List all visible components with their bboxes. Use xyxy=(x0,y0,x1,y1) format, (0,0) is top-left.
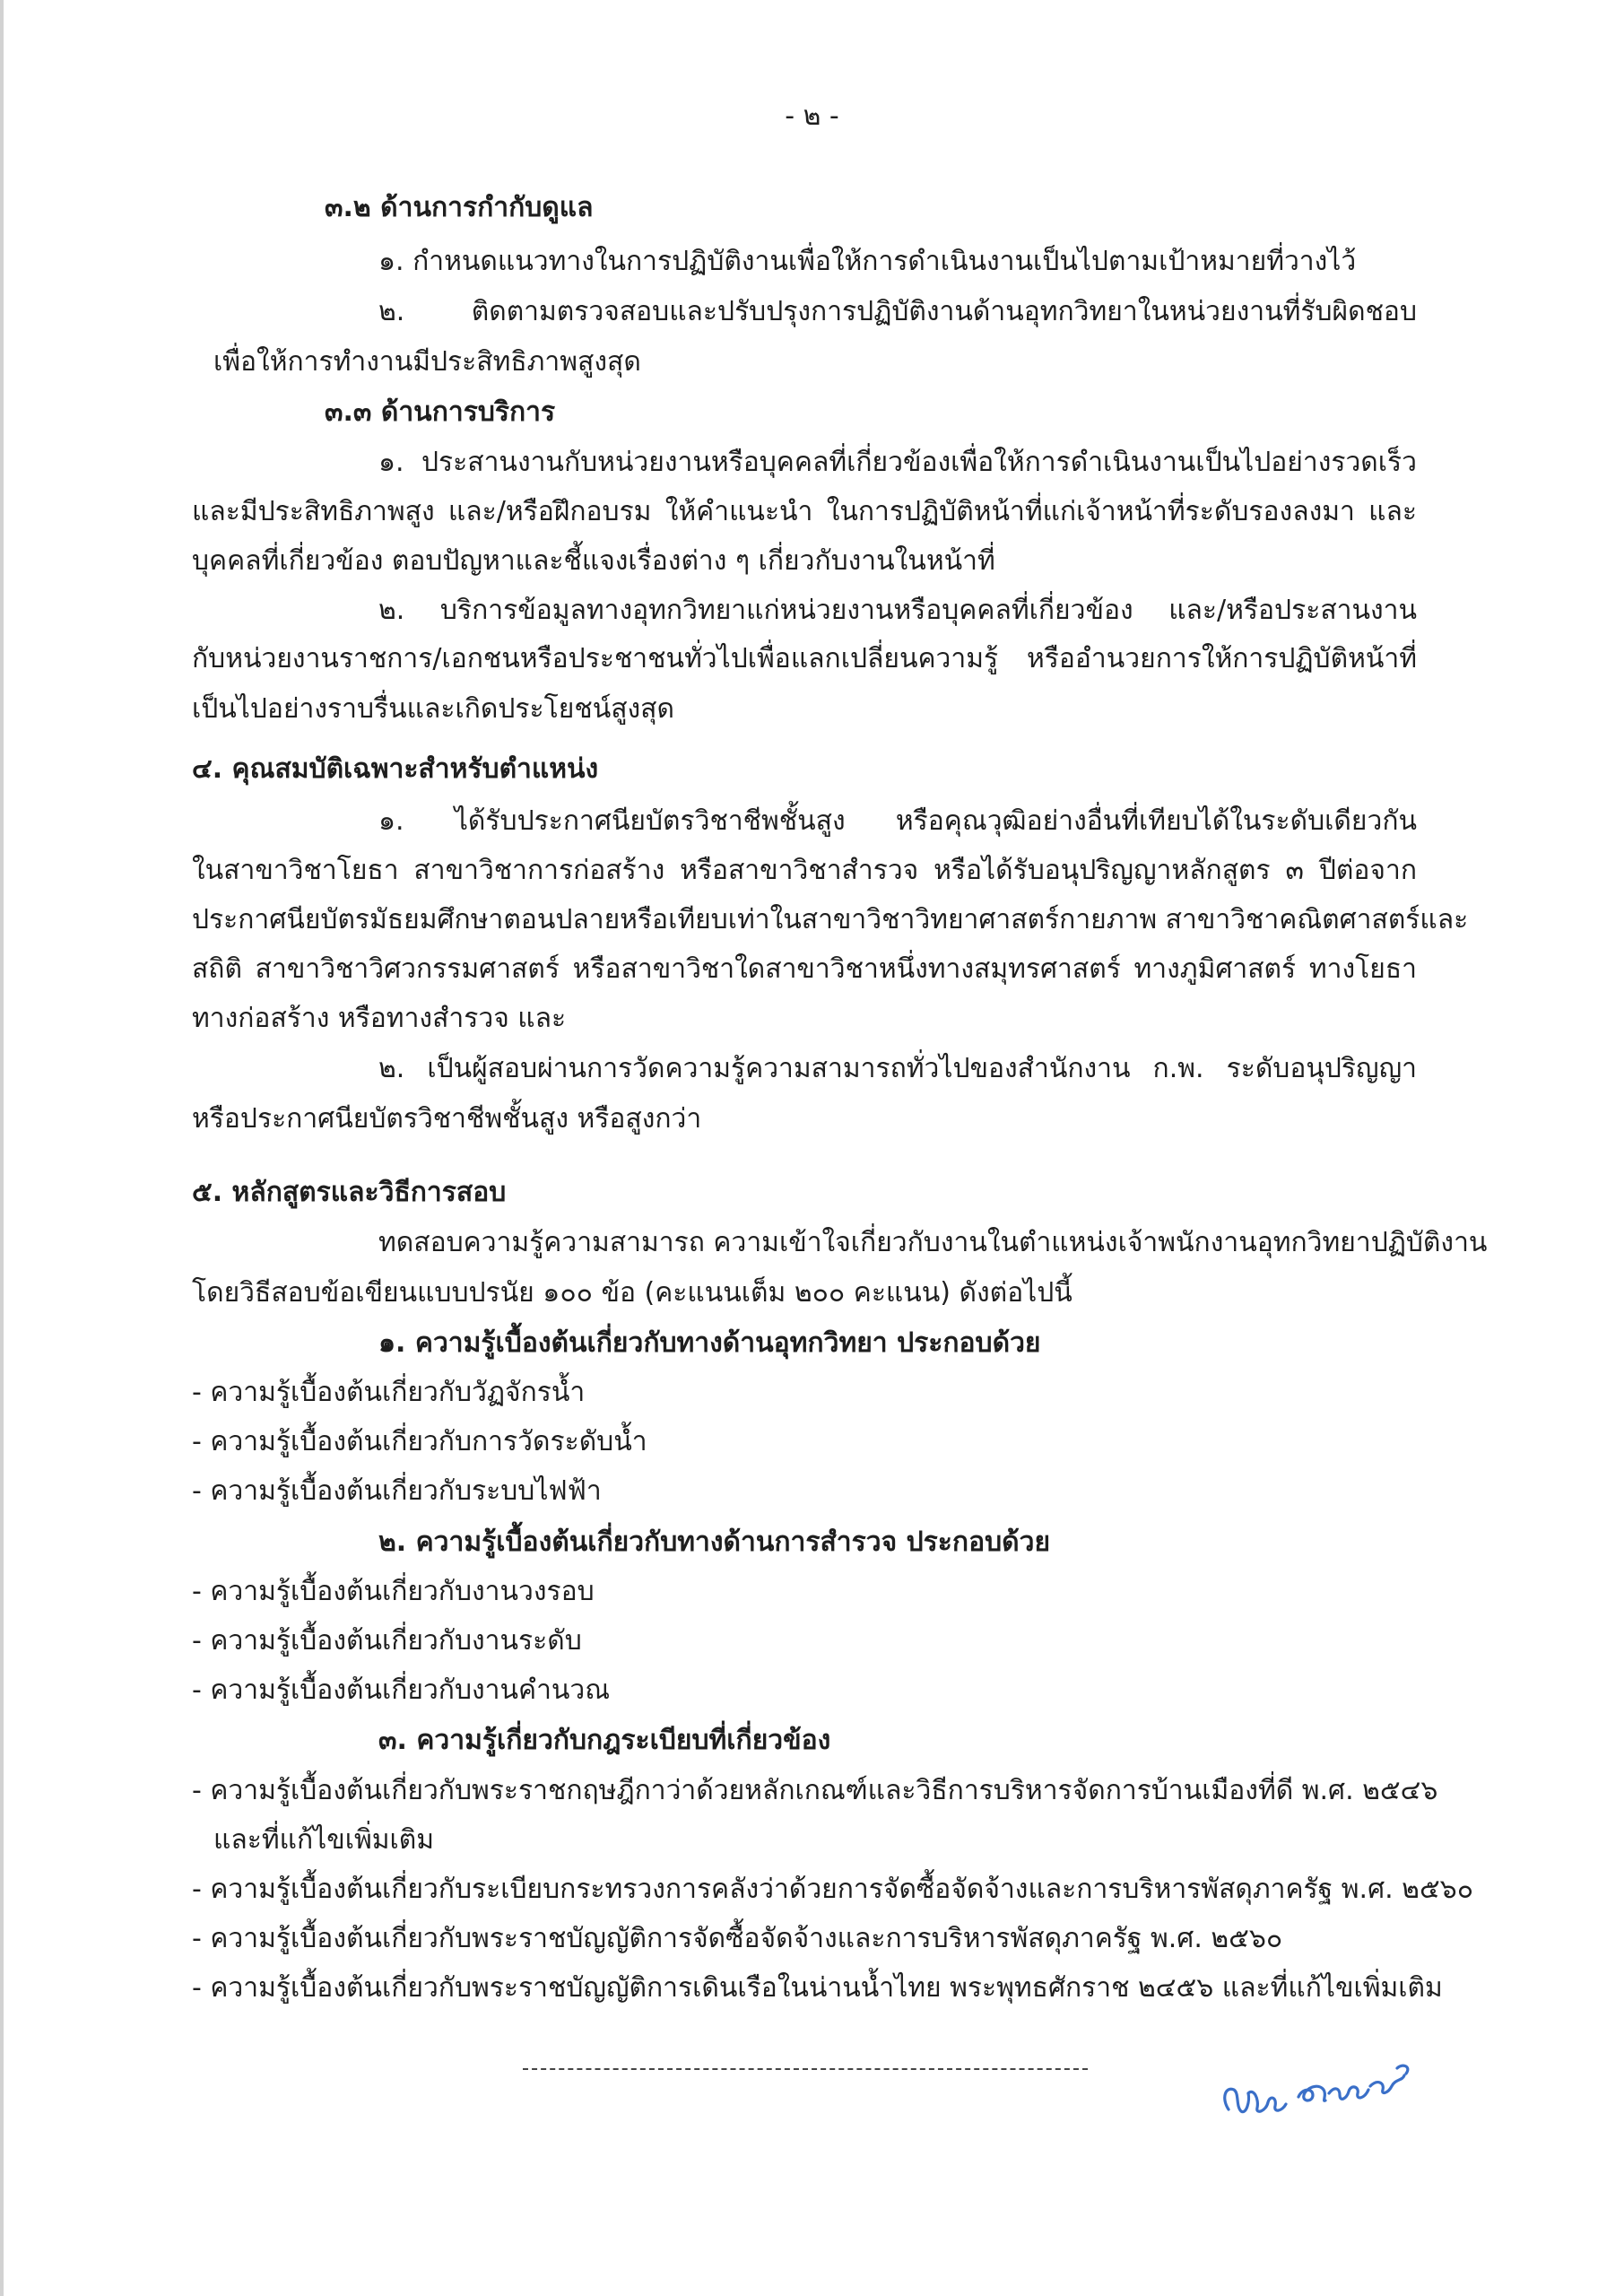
section-4-item-2-line-1: ๒. เป็นผู้สอบผ่านการวัดความรู้ความสามารถทั่วไปของสำนักงาน ก.พ. ระดับอนุปริญญา xyxy=(378,1053,1417,1084)
topic-3-item-3: - ความรู้เบื้องต้นเกี่ยวกับพระราชบัญญัติการจัดซื้อจัดจ้างและการบริหารพัสดุภาครัฐ พ.ศ. ๒๕๖๐ xyxy=(192,1923,1283,1954)
topic-2-item: - ความรู้เบื้องต้นเกี่ยวกับงานระดับ xyxy=(192,1625,582,1657)
topic-1-heading: ๑. ความรู้เบื้องต้นเกี่ยวกับทางด้านอุทกวิทยา ประกอบด้วย xyxy=(378,1327,1041,1359)
section-5-heading: ๕. หลักสูตรและวิธีการสอบ xyxy=(192,1177,507,1208)
topic-3-item-2: - ความรู้เบื้องต้นเกี่ยวกับระเบียบกระทรวงการคลังว่าด้วยการจัดซื้อจัดจ้างและการบริหารพัสดุภาครัฐ พ.ศ. ๒๕๖๐ xyxy=(192,1874,1474,1905)
section-4-item-2-line-2: หรือประกาศนียบัตรวิชาชีพชั้นสูง หรือสูงกว่า xyxy=(192,1103,702,1135)
signature xyxy=(1212,2036,1437,2135)
section-4-item-1-line-5: ทางก่อสร้าง หรือทางสำรวจ และ xyxy=(192,1003,567,1034)
section-3-3-item-2-line-1: ๒. บริการข้อมูลทางอุทกวิทยาแก่หน่วยงานหรือบุคคลที่เกี่ยวข้อง และ/หรือประสานงาน xyxy=(378,595,1417,626)
section-3-3-item-2-line-2: กับหน่วยงานราชการ/เอกชนหรือประชาชนทั่วไปเพื่อแลกเปลี่ยนความรู้ หรืออำนวยการให้การปฏิบัติหน้าที่ xyxy=(192,643,1417,674)
divider-line xyxy=(523,2068,1088,2070)
section-3-3-item-1-line-3: บุคคลที่เกี่ยวข้อง ตอบปัญหาและชี้แจงเรื่องต่าง ๆ เกี่ยวกับงานในหน้าที่ xyxy=(192,545,995,577)
section-3-2-item-1: ๑. กำหนดแนวทางในการปฏิบัติงานเพื่อให้การดำเนินงานเป็นไปตามเป้าหมายที่วางไว้ xyxy=(378,246,1357,277)
section-4-item-1-line-1: ๑. ได้รับประกาศนียบัตรวิชาชีพชั้นสูง หรือคุณวุฒิอย่างอื่นที่เทียบได้ในระดับเดียวกัน xyxy=(378,805,1417,837)
section-3-2-item-2-line-1: ๒. ติดตามตรวจสอบและปรับปรุงการปฏิบัติงานด้านอุทกวิทยาในหน่วยงานที่รับผิดชอบ xyxy=(378,296,1417,327)
topic-3-item-1-line-2: และที่แก้ไขเพิ่มเติม xyxy=(213,1824,435,1856)
section-4-heading: ๔. คุณสมบัติเฉพาะสำหรับตำแหน่ง xyxy=(192,753,599,785)
section-3-3-item-1-line-2: และมีประสิทธิภาพสูง และ/หรือฝึกอบรม ให้คำแนะนำ ในการปฏิบัติหน้าที่แก่เจ้าหน้าที่ระดับรองลงมา และ xyxy=(192,496,1417,527)
topic-1-item: - ความรู้เบื้องต้นเกี่ยวกับการวัดระดับน้ำ xyxy=(192,1426,647,1457)
topic-2-item: - ความรู้เบื้องต้นเกี่ยวกับงานคำนวณ xyxy=(192,1674,611,1706)
topic-2-heading: ๒. ความรู้เบื้องต้นเกี่ยวกับทางด้านการสำรวจ ประกอบด้วย xyxy=(378,1526,1051,1558)
section-4-item-1-line-3: ประกาศนียบัตรมัธยมศึกษาตอนปลายหรือเทียบเท่าในสาขาวิชาวิทยาศาสตร์กายภาพ สาขาวิชาคณิตศาสตร์และ xyxy=(192,904,1469,935)
section-3-3-item-2-line-3: เป็นไปอย่างราบรื่นและเกิดประโยชน์สูงสุด xyxy=(192,693,674,725)
section-4-item-1-line-4: สถิติ สาขาวิชาวิศวกรรมศาสตร์ หรือสาขาวิชาใดสาขาวิชาหนึ่งทางสมุทรศาสตร์ ทางภูมิศาสตร์ ทางโยธา xyxy=(192,953,1417,985)
section-4-item-1-line-2: ในสาขาวิชาโยธา สาขาวิชาการก่อสร้าง หรือสาขาวิชาสำรวจ หรือได้รับอนุปริญญาหลักสูตร ๓ ปีต่อจาก xyxy=(192,855,1417,886)
signature-scribble-icon xyxy=(1212,2036,1437,2135)
section-3-3-item-1-line-1: ๑. ประสานงานกับหน่วยงานหรือบุคคลที่เกี่ยวข้องเพื่อให้การดำเนินงานเป็นไปอย่างรวดเร็ว xyxy=(378,447,1417,478)
section-3-3-heading: ๓.๓ ด้านการบริการ xyxy=(325,396,556,428)
section-3-2-item-2-line-2: เพื่อให้การทำงานมีประสิทธิภาพสูงสุด xyxy=(213,346,641,378)
topic-1-item: - ความรู้เบื้องต้นเกี่ยวกับวัฏจักรน้ำ xyxy=(192,1377,586,1408)
topic-3-item-4: - ความรู้เบื้องต้นเกี่ยวกับพระราชบัญญัติการเดินเรือในน่านน้ำไทย พระพุทธศักราช ๒๔๕๖ และที่แก้ไขเพิ่มเติม xyxy=(192,1972,1443,2004)
section-5-intro-line-1: ทดสอบความรู้ความสามารถ ความเข้าใจเกี่ยวกับงานในตำแหน่งเจ้าพนักงานอุทกวิทยาปฏิบัติงาน xyxy=(378,1227,1488,1258)
scan-edge xyxy=(0,0,4,2296)
section-5-intro-line-2: โดยวิธีสอบข้อเขียนแบบปรนัย ๑๐๐ ข้อ (คะแนนเต็ม ๒๐๐ คะแนน) ดังต่อไปนี้ xyxy=(192,1277,1073,1309)
topic-2-item: - ความรู้เบื้องต้นเกี่ยวกับงานวงรอบ xyxy=(192,1576,595,1607)
page-number: - ๒ - xyxy=(785,100,839,132)
topic-3-item-1-line-1: - ความรู้เบื้องต้นเกี่ยวกับพระราชกฤษฎีกาว่าด้วยหลักเกณฑ์และวิธีการบริหารจัดการบ้านเมืองที่ดี พ.ศ. ๒๕๔๖ xyxy=(192,1775,1438,1806)
topic-1-item: - ความรู้เบื้องต้นเกี่ยวกับระบบไฟฟ้า xyxy=(192,1475,602,1507)
section-3-2-heading: ๓.๒ ด้านการกำกับดูแล xyxy=(325,192,594,223)
topic-3-heading: ๓. ความรู้เกี่ยวกับกฎระเบียบที่เกี่ยวข้อง xyxy=(378,1725,831,1756)
